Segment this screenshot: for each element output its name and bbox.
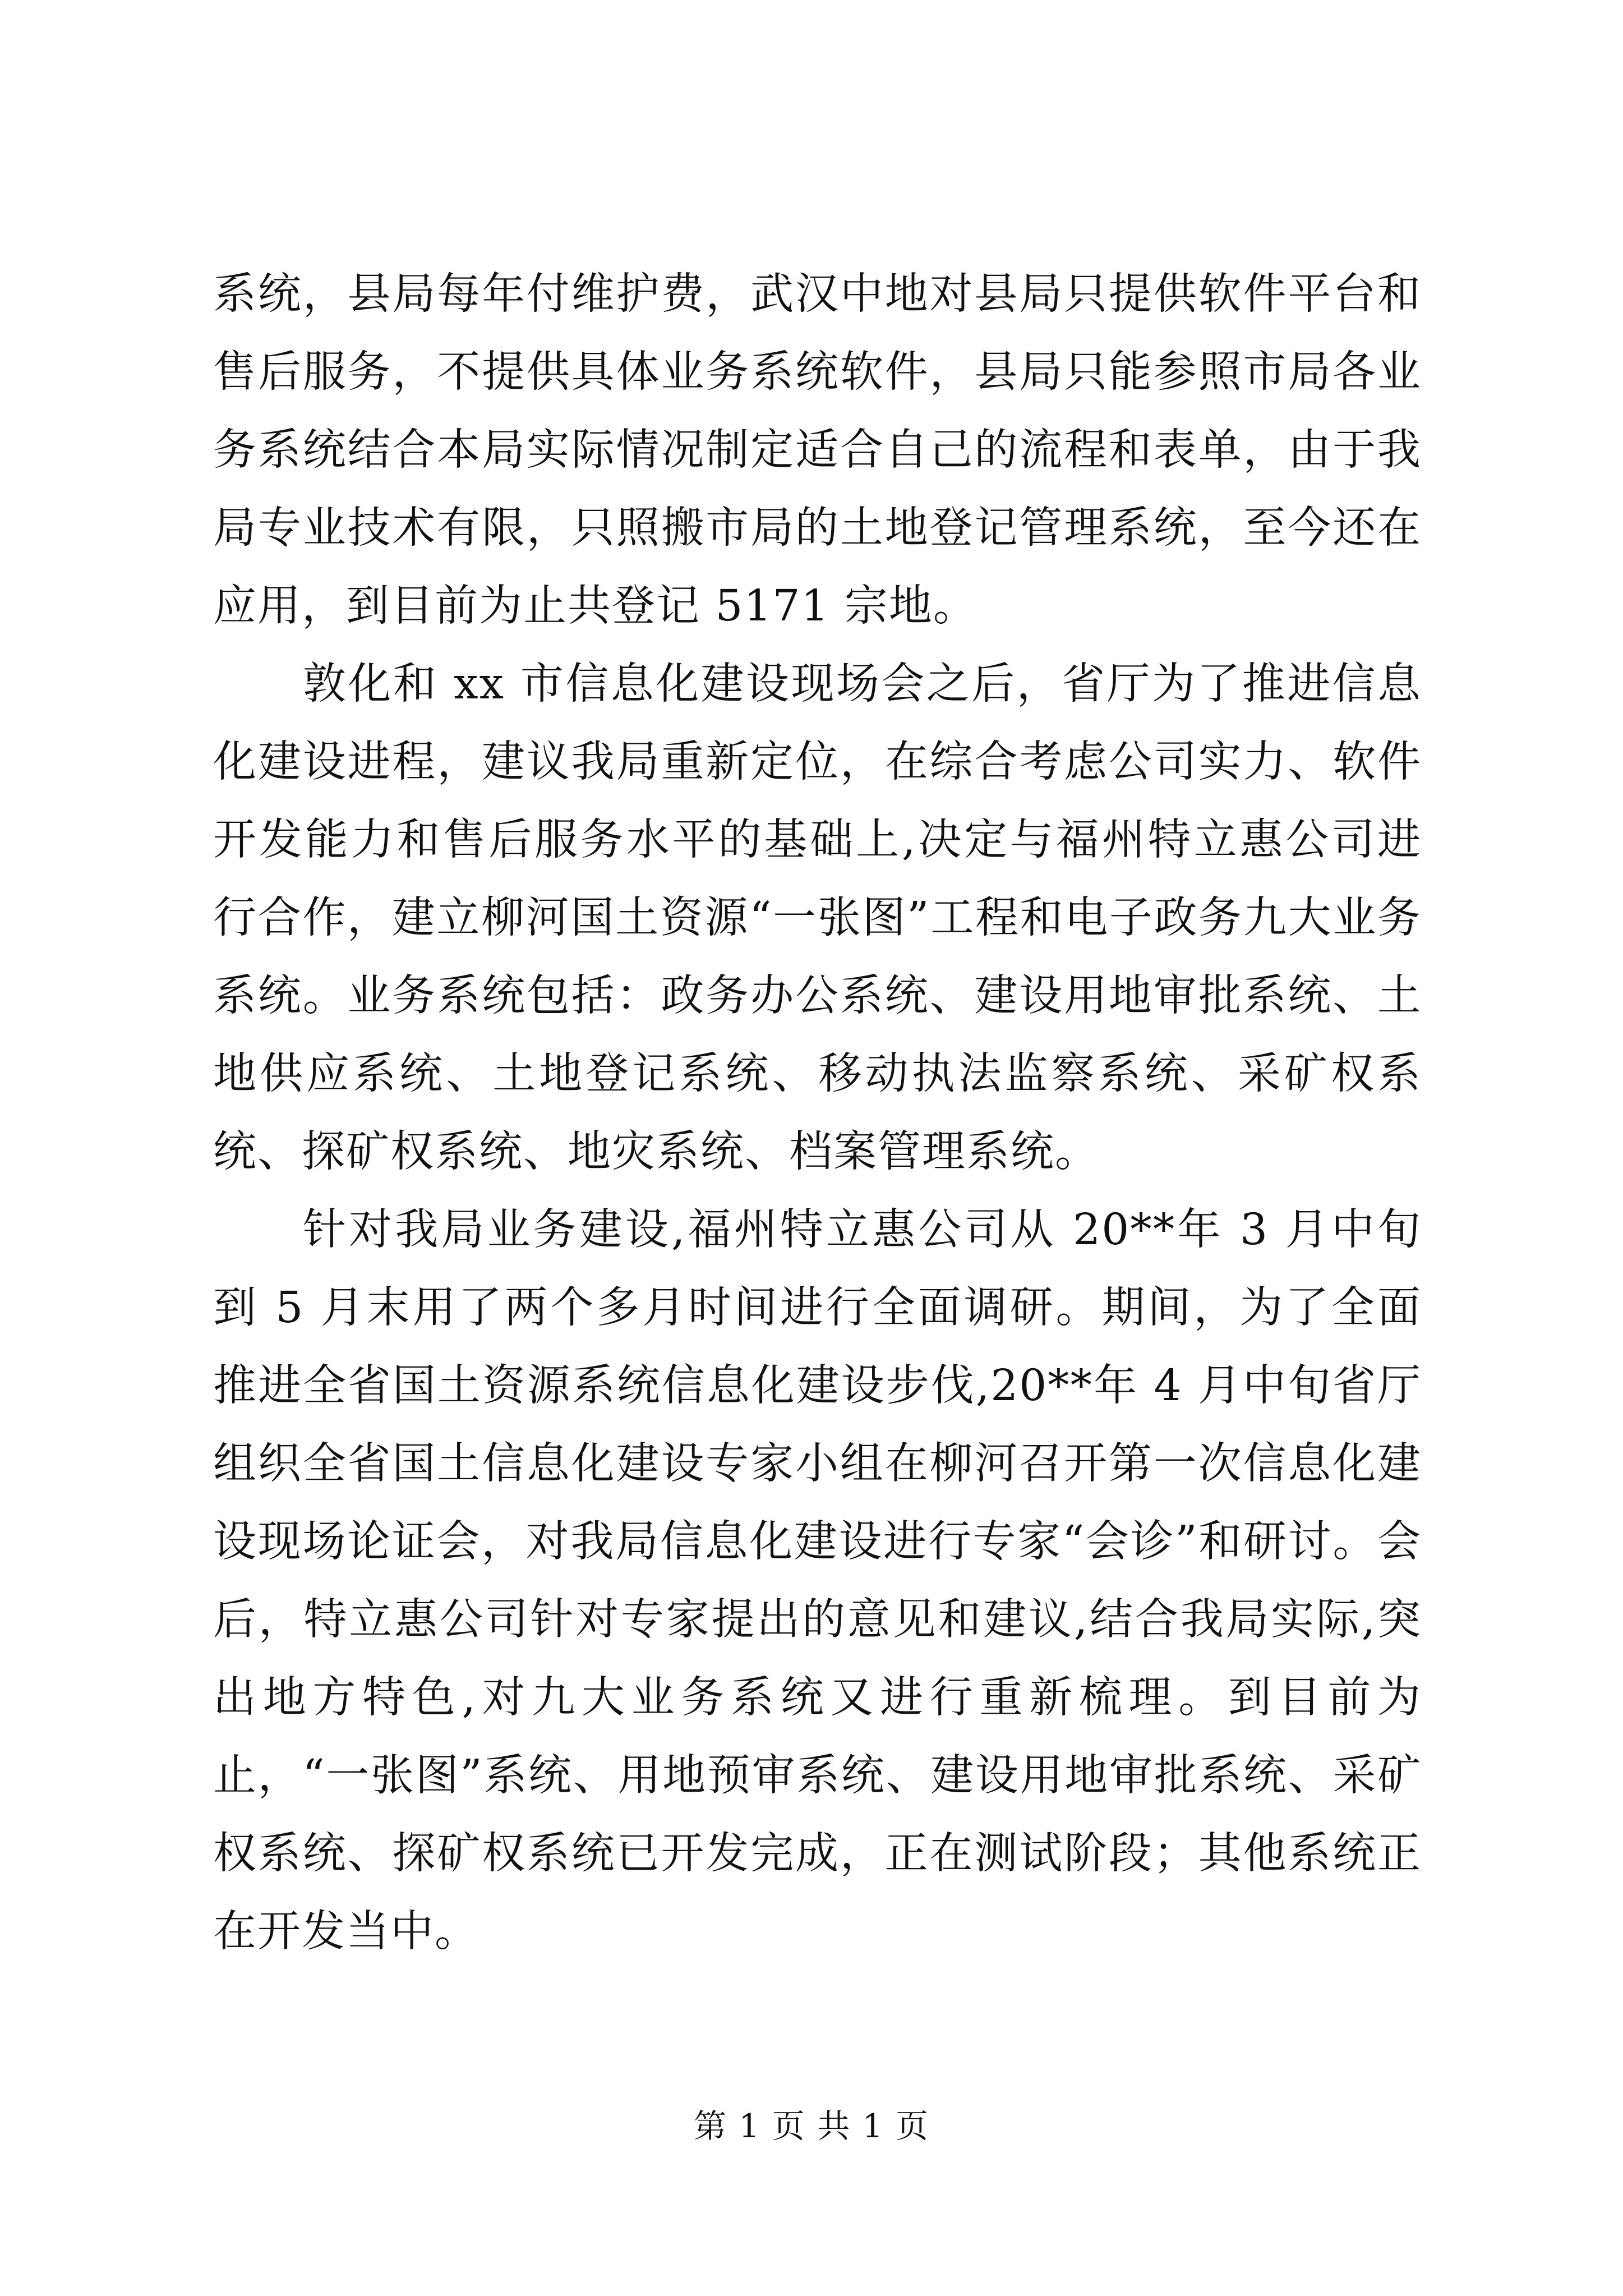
paragraph-2: 敦化和 xx 市信息化建设现场会之后，省厅为了推进信息化建设进程，建议我局重新定位，在综合考虑公司实力、软件开发能力和售后服务水平的基础上,决定与福州特立惠公司进行合作，建立柳河国土资源“一张图”工程和电子政务九大业务系统。业务系统包括：政务办公系统、建设用地审批系统、土地供应系统、土地登记系统、移动执法监察系统、采矿权系统、探矿权系统、地灾系统、档案管理系统。 xyxy=(213,659,1422,1177)
paragraph-3: 针对我局业务建设,福州特立惠公司从 20**年 3 月中旬到 5 月末用了两个多月时间进行全面调研。期间，为了全面推进全省国土资源系统信息化建设步伐,20**年 4 月中旬省厅组织全省国土信息化建设专家小组在柳河召开第一次信息化建设现场论证会，对我局信息化建设进行专家“会诊”和研讨。会后，特立惠公司针对专家提出的意见和建议,结合我局实际,突出地方特色,对九大业务系统又进行重新梳理。到目前为止，“一张图”系统、用地预审系统、建设用地审批系统、采矿权系统、探矿权系统已开发完成，正在测试阶段；其他系统正在开发当中。 xyxy=(213,1205,1422,1957)
paragraph-1: 系统，县局每年付维护费，武汉中地对县局只提供软件平台和售后服务，不提供具体业务系统软件，县局只能参照市局各业务系统结合本局实际情况制定适合自己的流程和表单，由于我局专业技术有限，只照搬市局的土地登记管理系统，至今还在应用，到目前为止共登记 5171 宗地。 xyxy=(213,269,1422,631)
page-number-footer: 第 1 页 共 1 页 xyxy=(694,2107,929,2145)
document-body xyxy=(213,255,1422,1971)
